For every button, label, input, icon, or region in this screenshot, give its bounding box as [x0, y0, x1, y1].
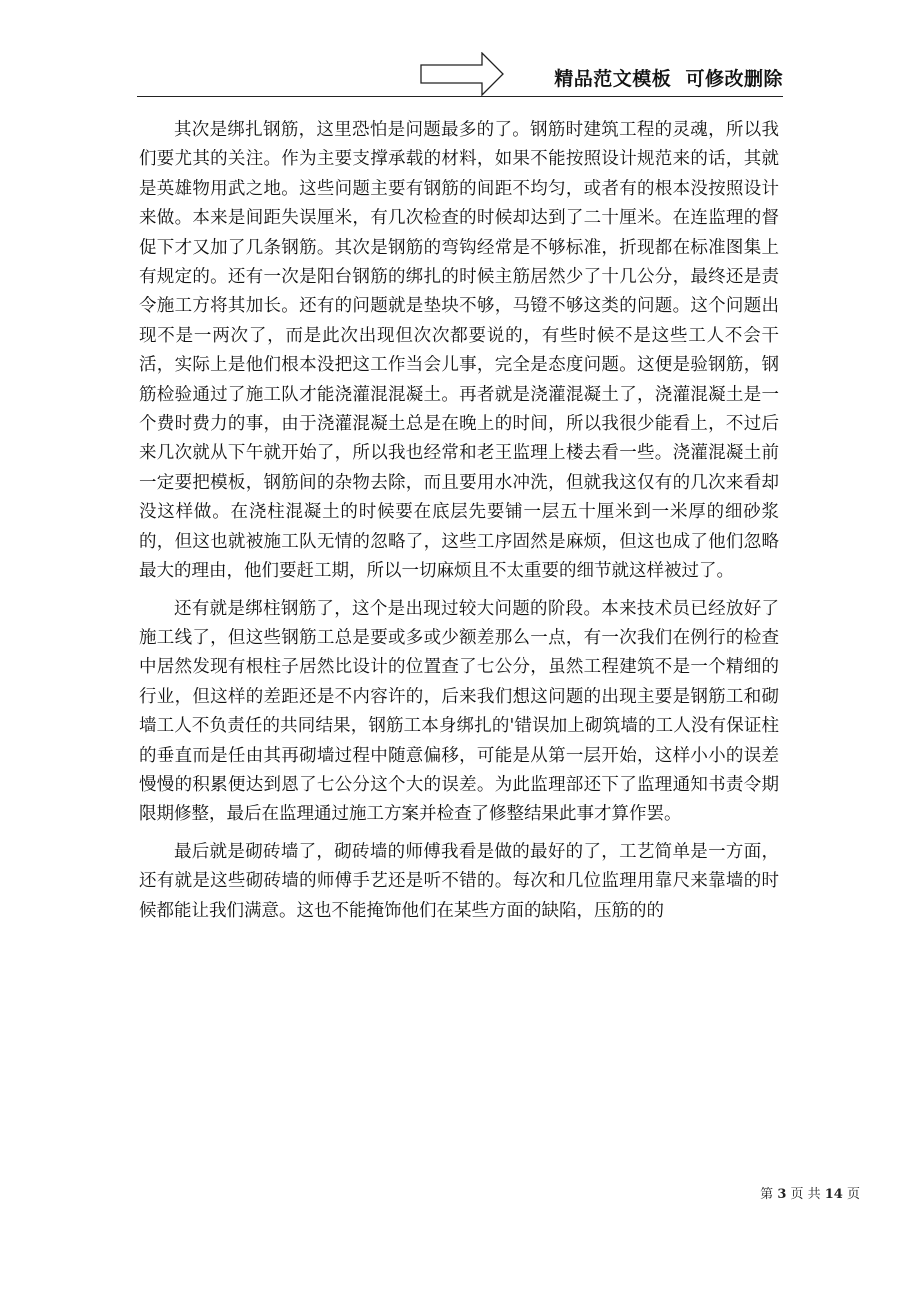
page-footer [760, 1183, 860, 1202]
arrow-right-icon [420, 52, 504, 96]
header-title: 精品范文模板 可修改删除 [554, 68, 783, 90]
footer-total-pages: 14 [824, 1187, 843, 1202]
document-body [139, 116, 779, 926]
footer-prefix: 第 [760, 1187, 778, 1202]
footer-suffix: 页 [842, 1187, 860, 1202]
footer-current-page: 3 [777, 1187, 787, 1202]
page-header [137, 50, 783, 98]
header-divider [137, 96, 783, 97]
paragraph-column-rebar: 还有就是绑柱钢筋了，这个是出现过较大问题的阶段。本来技术员已经放好了施工线了，但这些钢筋工总是要或多或少额差那么一点，有一次我们在例行的检查中居然发现有根柱子居然比设计的位置查了七公分，虽然工程建筑不是一个精细的行业，但这样的差距还是不内容许的，后来我们想这问题的出现主要是钢筋工和砌墙工人不负责任的共同结果，钢筋工本身绑扎的'错误加上砌筑墙的工人没有保证柱的垂直而是任由其再砌墙过程中随意偏移，可能是从第一层开始，这样小小的误差慢慢的积累便达到恩了七公分这个大的误差。为此监理部还下了监理通知书责令期限期修整，最后在监理通过施工方案并检查了修整结果此事才算作罢。 [139, 598, 779, 825]
footer-middle: 页 共 [786, 1187, 825, 1202]
paragraph-rebar-binding: 其次是绑扎钢筋，这里恐怕是问题最多的了。钢筋时建筑工程的灵魂，所以我们要尤其的关注。作为主要支撑承载的材料，如果不能按照设计规范来的话，其就是英雄物用武之地。这些问题主要有钢筋的间距不均匀，或者有的根本没按照设计来做。本来是间距失误厘米，有几次检查的时候却达到了二十厘米。在连监理的督促下才又加了几条钢筋。其次是钢筋的弯钩经常是不够标准，折现都在标准图集上有规定的。还有一次是阳台钢筋的绑扎的时候主筋居然少了十几公分，最终还是责令施工方将其加长。还有的问题就是垫块不够，马镫不够这类的问题。这个问题出现不是一两次了，而是此次出现但次次都要说的，有些时候不是这些工人不会干活，实际上是他们根本没把这工作当会儿事，完全是态度问题。这便是验钢筋，钢筋检验通过了施工队才能浇灌混混凝土。再者就是浇灌混凝土了，浇灌混凝土是一个费时费力的事，由于浇灌混凝土总是在晚上的时间，所以我很少能看上，不过后来几次就从下午就开始了，所以我也经常和老王监理上楼去看一些。浇灌混凝土前一定要把模板，钢筋间的杂物去除，而且要用水冲洗，但就我这仅有的几次来看却没这样做。在浇柱混凝土的时候要在底层先要铺一层五十厘米到一米厚的细砂浆的，但这也就被施工队无情的忽略了，这些工序固然是麻烦，但这也成了他们忽略最大的理由，他们要赶工期，所以一切麻烦且不太重要的细节就这样被过了。 [139, 120, 779, 582]
paragraph-brick-wall: 最后就是砌砖墙了，砌砖墙的师傅我看是做的最好的了，工艺简单是一方面，还有就是这些砌砖墙的师傅手艺还是听不错的。每次和几位监理用靠尺来靠墙的时候都能让我们满意。这也不能掩饰他们在某些方面的缺陷，压筋的的 [139, 841, 779, 921]
